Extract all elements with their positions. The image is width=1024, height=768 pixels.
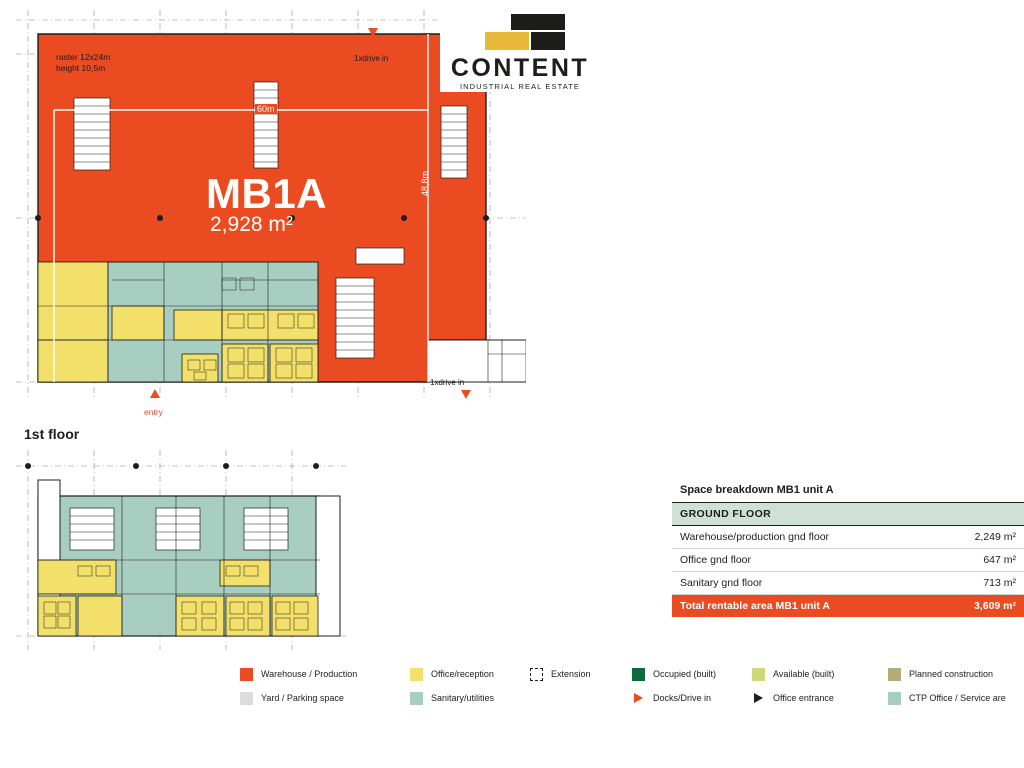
drive-in-top-label: 1xdrive in [354,54,389,63]
legend-item-extension [530,662,591,686]
entry-label: entry [144,407,163,417]
row-label: Sanitary gnd floor [672,572,933,595]
legend-label: Available (built) [773,669,835,679]
breakdown-section-label: GROUND FLOOR [672,503,1024,526]
dock-arrow-icon [632,692,645,705]
office-swatch [410,668,423,681]
legend-item-warehouse [240,662,357,686]
dock-arrow-icon [461,390,471,399]
legend-item-planned [888,662,1006,686]
entry-arrow-icon [150,389,160,398]
first-floor-title: 1st floor [24,426,80,442]
legend-label: Office/reception [431,669,494,679]
legend-item-office [410,662,494,686]
row-value: 647 m² [933,549,1024,572]
raster-note [56,52,110,74]
table-row [672,549,1024,572]
raster-note-line2: height 10,5m [56,63,106,73]
breakdown-title: Space breakdown MB1 unit A [680,484,834,496]
unit-label: MB1A [206,170,328,217]
legend-column-1 [240,662,357,710]
space-breakdown-panel [672,484,1024,617]
legend-label: Warehouse / Production [261,669,358,679]
legend-item-yard [240,686,357,710]
row-label: Office gnd floor [672,549,933,572]
legend-item-ctp-office [888,686,1006,710]
drive-in-bottom-label: 1xdrive in [430,378,465,387]
legend-label: Planned construction [909,669,994,679]
row-value: 713 m² [933,572,1024,595]
legend-label: Office entrance [773,693,834,703]
unit-area-label: 2,928 m² [210,213,293,236]
total-label: Total rentable area MB1 unit A [672,595,933,618]
table-total-row [672,595,1024,618]
yard-swatch [240,692,253,705]
legend-item-office-entrance [752,686,834,710]
content-logo-mark [485,14,565,52]
total-value: 3,609 m² [933,595,1024,618]
extension-swatch [530,668,543,681]
legend-item-docks [632,686,716,710]
content-logo [440,10,600,92]
legend [240,662,1024,718]
table-row [672,572,1024,595]
available-swatch [752,668,765,681]
sanitary-swatch [410,692,423,705]
legend-label: Docks/Drive in [653,693,712,703]
legend-item-occupied [632,662,716,686]
planned-swatch [888,668,901,681]
table-row [672,526,1024,549]
legend-column-3 [530,662,591,686]
occupied-swatch [632,668,645,681]
row-value: 2,249 m² [933,526,1024,549]
logo-wordmark: CONTENT [450,54,590,82]
row-label: Warehouse/production gnd floor [672,526,933,549]
breakdown-section-row [672,503,1024,526]
ctp-office-swatch [888,692,901,705]
office-entrance-icon [752,692,765,705]
legend-column-6 [888,662,1006,710]
legend-item-available [752,662,834,686]
first-floor-plan-svg [16,450,346,650]
legend-column-5 [752,662,834,710]
legend-label: CTP Office / Service are [909,693,1006,703]
legend-item-sanitary [410,686,494,710]
legend-label: Extension [551,669,591,679]
dimension-width-label: 60m [257,104,275,114]
first-floor-plan [16,450,346,650]
legend-column-2 [410,662,494,710]
legend-label: Sanitary/utilities [431,693,495,703]
legend-column-4 [632,662,716,710]
legend-label: Yard / Parking space [261,693,344,703]
legend-label: Occupied (built) [653,669,717,679]
raster-note-line1: raster 12x24m [56,52,111,62]
dimension-height-label: 48,8m [420,170,430,196]
warehouse-swatch [240,668,253,681]
breakdown-table [672,502,1024,617]
logo-tagline: INDUSTRIAL REAL ESTATE [459,82,581,91]
